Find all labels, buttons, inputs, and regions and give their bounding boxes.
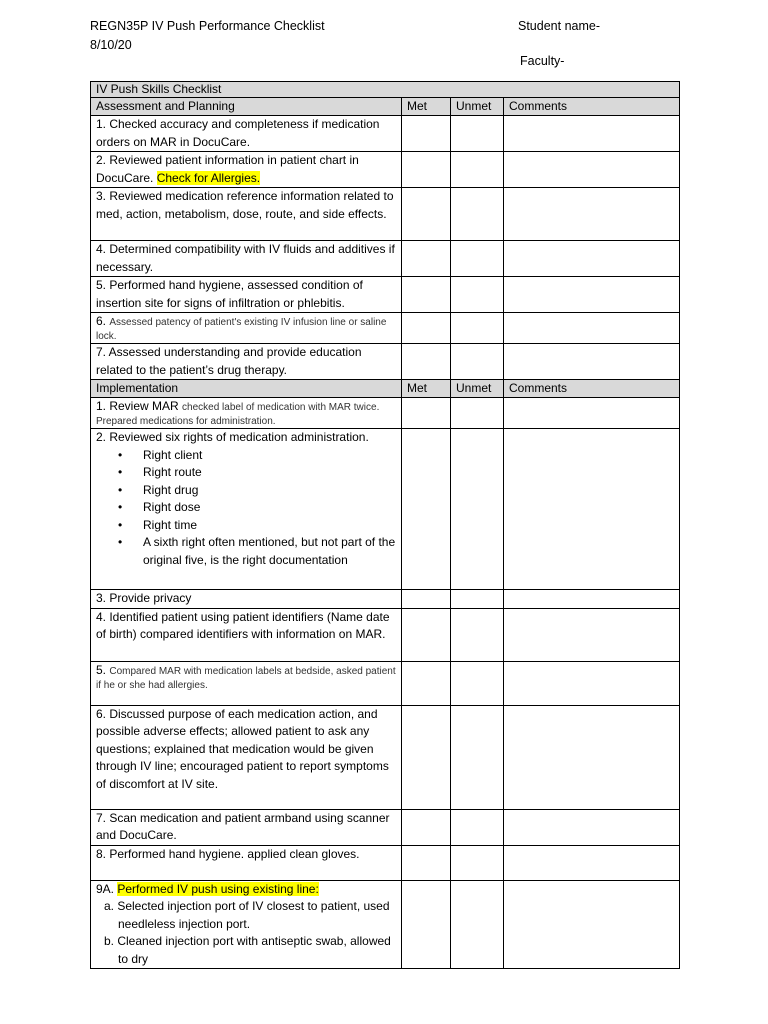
met-cell[interactable] xyxy=(402,241,451,277)
unmet-cell[interactable] xyxy=(451,152,504,188)
step-text-main: 2. Reviewed patient information in patient chart in DocuCare. xyxy=(96,153,359,185)
table-row xyxy=(91,188,680,241)
bullet-icon: • xyxy=(118,517,123,532)
step-text xyxy=(91,661,402,705)
comments-cell[interactable] xyxy=(504,845,680,880)
step-text: 1. Checked accuracy and completeness if medication orders on MAR in DocuCare. xyxy=(91,116,402,152)
faculty-label: Faculty- xyxy=(520,54,565,68)
comments-cell[interactable] xyxy=(504,241,680,277)
unmet-cell[interactable] xyxy=(451,608,504,661)
step-text xyxy=(91,398,402,429)
met-cell[interactable] xyxy=(402,277,451,313)
comments-cell[interactable] xyxy=(504,398,680,429)
list-item: b. Cleaned injection port with antiseptic swab, allowed to dry xyxy=(104,934,391,966)
section-header-implementation xyxy=(91,380,680,398)
met-header: Met xyxy=(402,380,451,398)
step-heading xyxy=(96,881,397,899)
comments-cell[interactable] xyxy=(504,661,680,705)
met-cell[interactable] xyxy=(402,313,451,344)
comments-cell[interactable] xyxy=(504,313,680,344)
met-cell[interactable] xyxy=(402,590,451,609)
table-row xyxy=(91,809,680,845)
step-prefix: 9A. xyxy=(96,881,115,896)
table-row xyxy=(91,241,680,277)
met-cell[interactable] xyxy=(402,880,451,969)
unmet-cell[interactable] xyxy=(451,809,504,845)
step-number: 1. Review MAR xyxy=(96,399,179,413)
bullet-icon: • xyxy=(118,535,123,549)
comments-cell[interactable] xyxy=(504,277,680,313)
unmet-cell[interactable] xyxy=(451,344,504,380)
list-item xyxy=(118,447,397,465)
comments-cell[interactable] xyxy=(504,608,680,661)
table-row xyxy=(91,398,680,429)
unmet-cell[interactable] xyxy=(451,705,504,809)
table-row xyxy=(91,344,680,380)
met-cell[interactable] xyxy=(402,661,451,705)
met-cell[interactable] xyxy=(402,398,451,429)
met-cell[interactable] xyxy=(402,429,451,590)
table-row xyxy=(91,152,680,188)
comments-header: Comments xyxy=(504,98,680,116)
step-number: 6. xyxy=(96,314,107,328)
table-row xyxy=(91,661,680,705)
comments-cell[interactable] xyxy=(504,116,680,152)
step-text: 4. Determined compatibility with IV fluids and additives if necessary. xyxy=(91,241,402,277)
bullet-icon: • xyxy=(118,447,123,462)
highlighted-text: Check for Allergies. xyxy=(156,170,261,185)
list-item xyxy=(118,517,397,535)
step-text: 3. Provide privacy xyxy=(91,590,402,609)
bullet-icon: • xyxy=(118,500,123,514)
highlighted-text: Performed IV push using existing line: xyxy=(117,881,319,896)
bullet-icon: • xyxy=(118,482,123,497)
bullet-icon: • xyxy=(118,465,123,479)
comments-cell[interactable] xyxy=(504,152,680,188)
list-item-text: Right time xyxy=(143,517,198,532)
comments-cell[interactable] xyxy=(504,344,680,380)
step-text: 6. Discussed purpose of each medication action, and possible adverse effects; allowed patient to ask any questions; explained that medication would be given through IV line; encouraged patient to report symptoms of discomfort at IV site. xyxy=(91,705,402,809)
comments-cell[interactable] xyxy=(504,188,680,241)
step-text: 4. Identified patient using patient identifiers (Name date of birth) compared identifiers with information on MAR. xyxy=(91,608,402,661)
iv-push-checklist-table xyxy=(90,81,680,969)
step-small-text: Assessed patency of patient's existing IV infusion line or saline lock. xyxy=(96,317,387,342)
step-text: 8. Performed hand hygiene. applied clean gloves. xyxy=(91,845,402,880)
met-cell[interactable] xyxy=(402,608,451,661)
section-header-assessment xyxy=(91,98,680,116)
step-small-text: checked label of medication with MAR twice. Prepared medications for administration. xyxy=(96,402,380,427)
list-item xyxy=(118,499,397,517)
table-row xyxy=(91,608,680,661)
comments-cell[interactable] xyxy=(504,590,680,609)
unmet-cell[interactable] xyxy=(451,241,504,277)
list-item-text: Right route xyxy=(143,465,202,479)
table-row xyxy=(91,845,680,880)
table-row xyxy=(91,590,680,609)
step-text: 7. Assessed understanding and provide education related to the patient’s drug therapy. xyxy=(91,344,402,380)
step-text xyxy=(91,152,402,188)
list-item-text: Right drug xyxy=(143,482,199,497)
table-title-row xyxy=(91,82,680,98)
step-text: 5. Performed hand hygiene, assessed condition of insertion site for signs of infiltration or phlebitis. xyxy=(91,277,402,313)
comments-cell[interactable] xyxy=(504,705,680,809)
met-cell[interactable] xyxy=(402,152,451,188)
met-cell[interactable] xyxy=(402,116,451,152)
comments-cell[interactable] xyxy=(504,429,680,590)
section-title: Assessment and Planning xyxy=(91,98,402,116)
list-item-text: A sixth right often mentioned, but not part of the original five, is the right documentation xyxy=(143,535,396,567)
unmet-header: Unmet xyxy=(451,98,504,116)
list-item xyxy=(118,482,397,500)
step-text xyxy=(91,880,402,969)
met-cell[interactable] xyxy=(402,344,451,380)
step-text xyxy=(91,429,402,590)
six-rights-list xyxy=(96,447,397,570)
unmet-cell[interactable] xyxy=(451,277,504,313)
step-text xyxy=(91,313,402,344)
met-cell[interactable] xyxy=(402,705,451,809)
checklist-title: REGN35P IV Push Performance Checklist xyxy=(90,19,325,33)
step-number: 5. xyxy=(96,662,107,677)
met-cell[interactable] xyxy=(402,845,451,880)
unmet-cell[interactable] xyxy=(451,398,504,429)
table-title: IV Push Skills Checklist xyxy=(91,82,680,98)
student-name-label: Student name- xyxy=(518,19,600,33)
table-row xyxy=(91,313,680,344)
unmet-cell[interactable] xyxy=(451,845,504,880)
table-row xyxy=(91,277,680,313)
unmet-cell[interactable] xyxy=(451,116,504,152)
unmet-cell[interactable] xyxy=(451,313,504,344)
unmet-header: Unmet xyxy=(451,380,504,398)
list-item: a. Selected injection port of IV closest to patient, used needleless injection port. xyxy=(104,899,390,931)
step-text: 3. Reviewed medication reference information related to med, action, metabolism, dose, route, and side effects. xyxy=(91,188,402,241)
list-item xyxy=(118,534,397,569)
step-small-text: Compared MAR with medication labels at bedside, asked patient if he or she had allergies. xyxy=(96,665,396,691)
met-header: Met xyxy=(402,98,451,116)
sub-steps-list xyxy=(96,898,397,968)
list-item xyxy=(118,464,397,482)
table-row xyxy=(91,429,680,590)
table-row xyxy=(91,116,680,152)
table-row xyxy=(91,705,680,809)
comments-header: Comments xyxy=(504,380,680,398)
section-title: Implementation xyxy=(91,380,402,398)
table-row xyxy=(91,880,680,969)
unmet-cell[interactable] xyxy=(451,661,504,705)
checklist-date: 8/10/20 xyxy=(90,38,132,52)
unmet-cell[interactable] xyxy=(451,880,504,969)
comments-cell[interactable] xyxy=(504,880,680,969)
unmet-cell[interactable] xyxy=(451,188,504,241)
met-cell[interactable] xyxy=(402,188,451,241)
unmet-cell[interactable] xyxy=(451,590,504,609)
list-item-text: Right dose xyxy=(143,500,201,514)
list-item-text: Right client xyxy=(143,447,203,462)
step-text-main: 2. Reviewed six rights of medication administration. xyxy=(96,430,369,444)
met-cell[interactable] xyxy=(402,809,451,845)
comments-cell[interactable] xyxy=(504,809,680,845)
unmet-cell[interactable] xyxy=(451,429,504,590)
step-text: 7. Scan medication and patient armband using scanner and DocuCare. xyxy=(91,809,402,845)
